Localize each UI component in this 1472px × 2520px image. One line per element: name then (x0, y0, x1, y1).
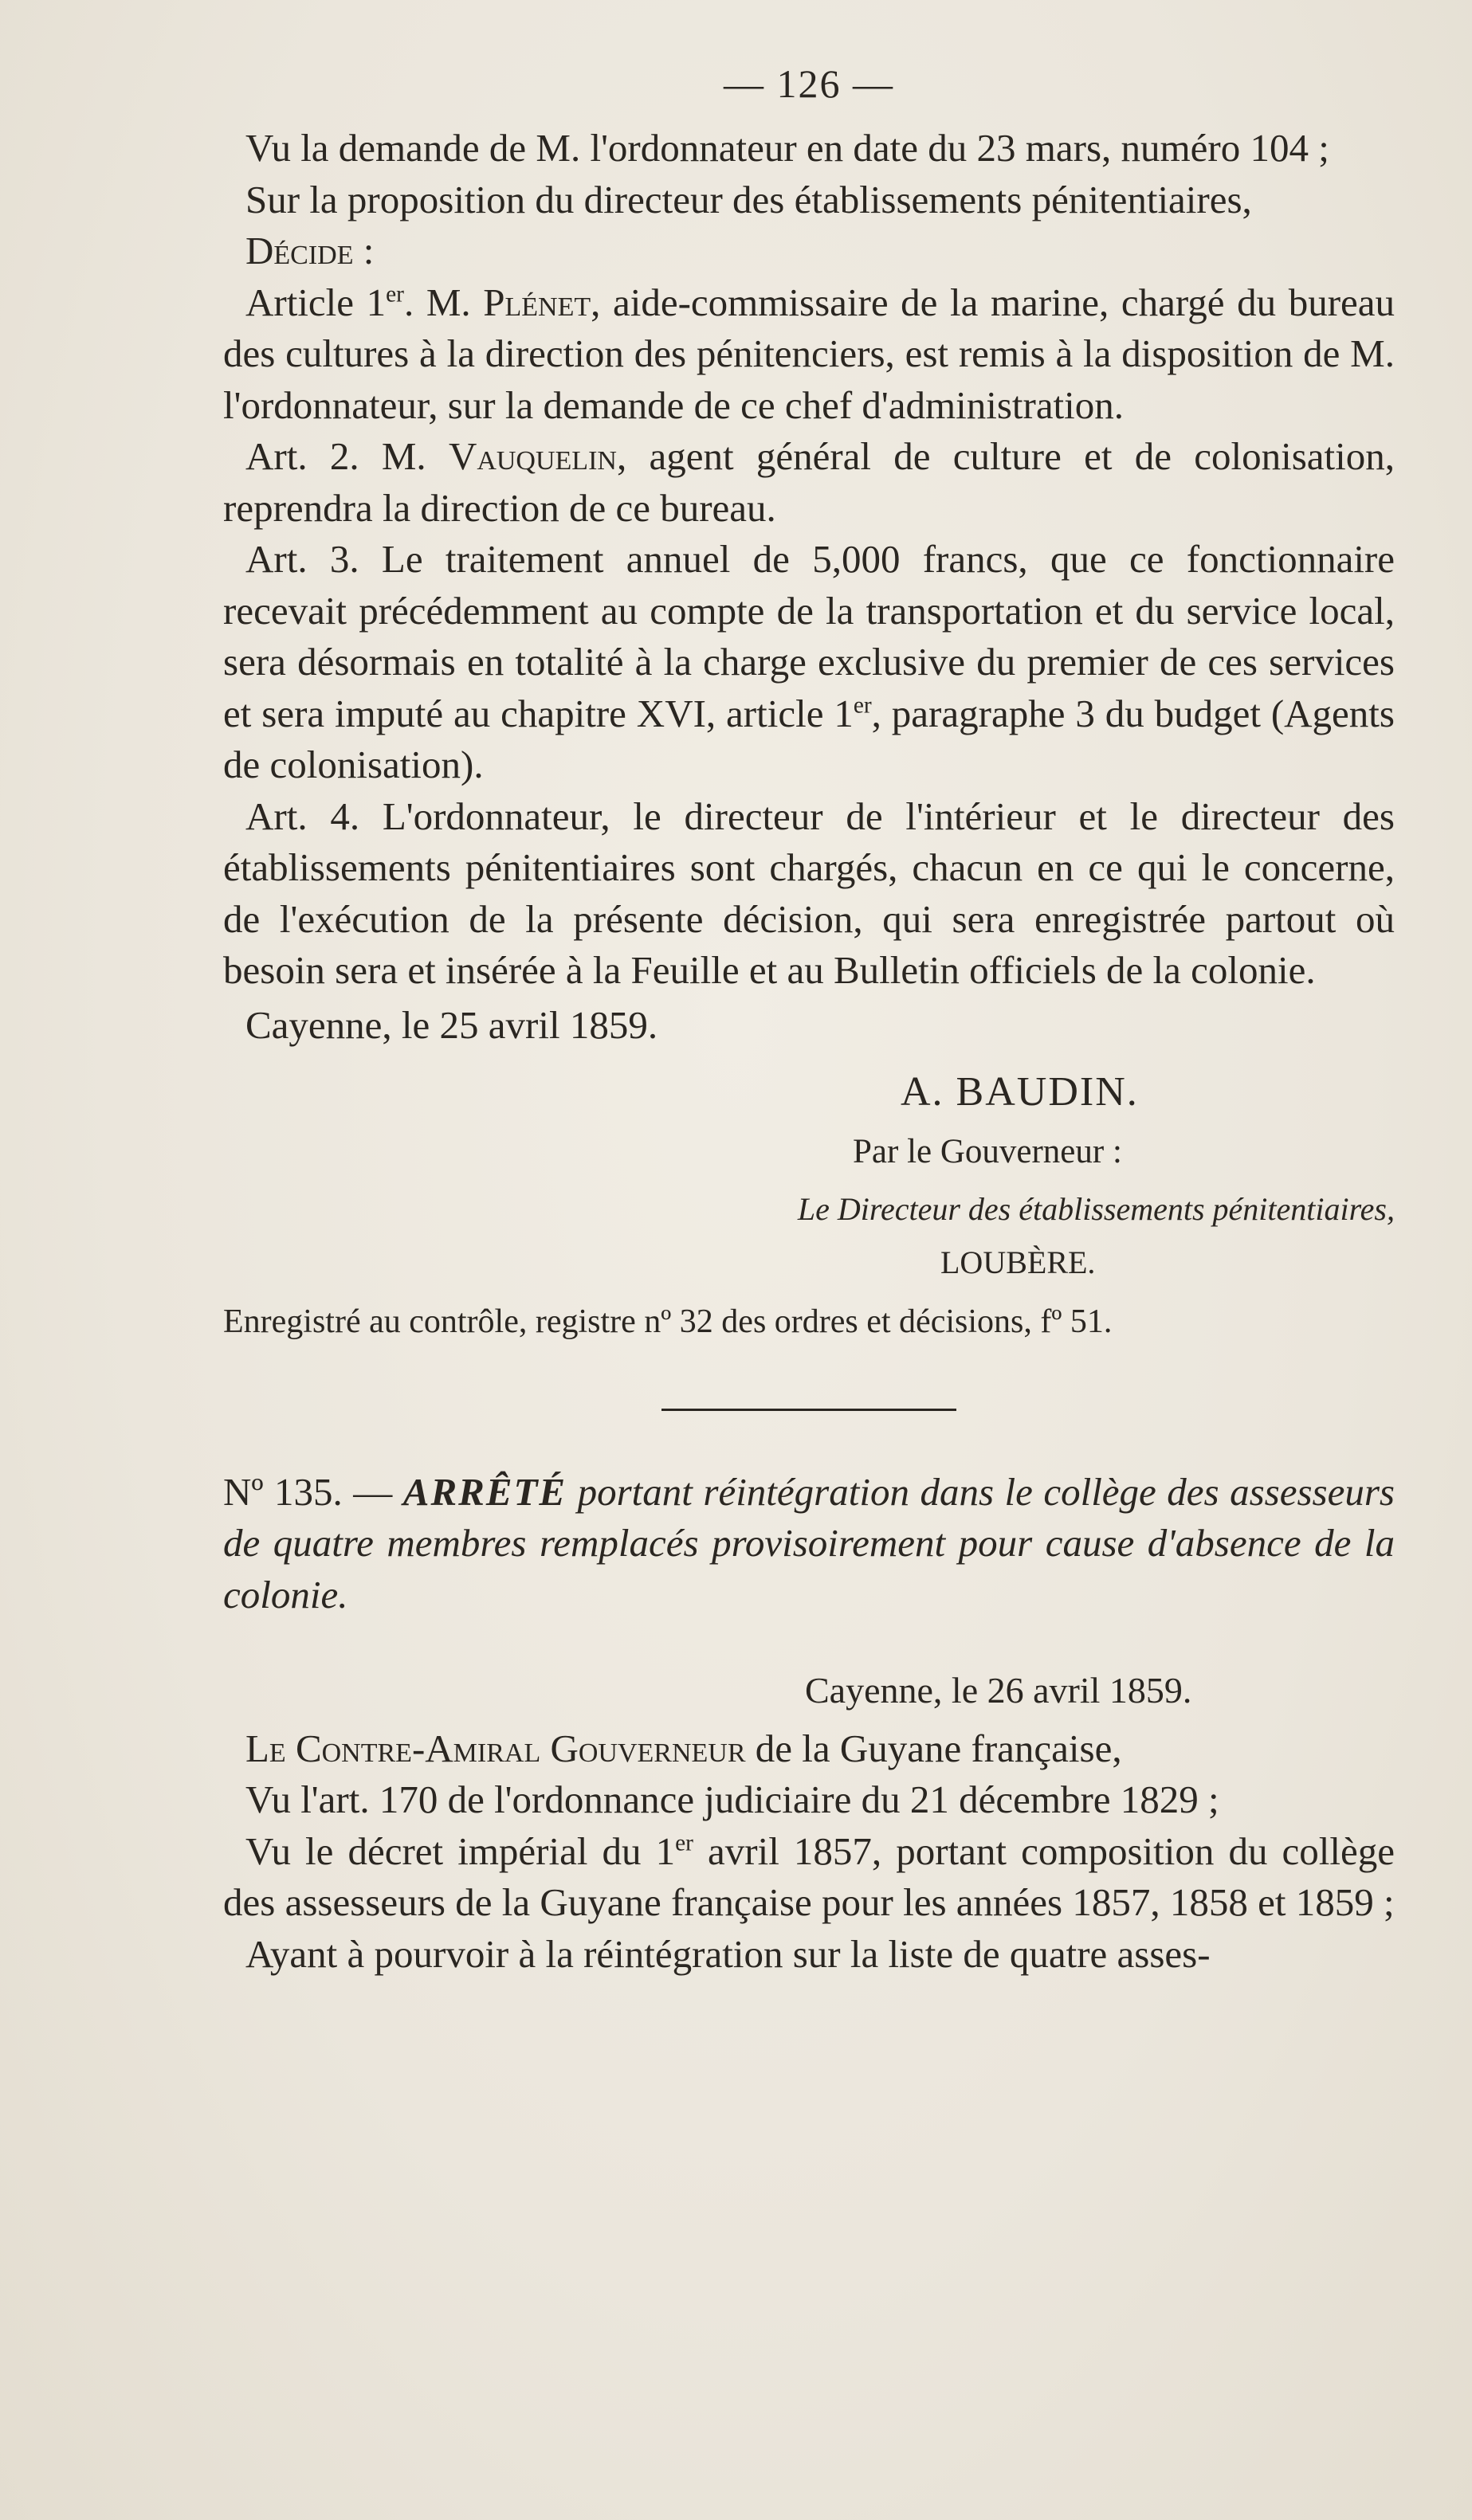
governor-title: Le Contre-Amiral Gouverneur (245, 1726, 746, 1770)
article-2-name: Vauquelin (448, 434, 617, 478)
article-3-text-end: , paragraphe 3 du budget (Agents de colonisation). (223, 691, 1395, 786)
arrete-number: Nº 135. — (223, 1469, 403, 1514)
arrete-keyword: ARRÊTÉ (402, 1469, 567, 1514)
article-3-sup: er (853, 692, 872, 719)
paragraph-proposition: Sur la proposition du directeur des établissements pénitentiaires, (245, 177, 1252, 221)
arrete-title-text: portant réintégration dans le collège des assesseurs de quatre membres remplacés provisoirement pour cause d'absence de la colonie. (223, 1469, 1395, 1617)
governor-line (223, 1723, 1395, 1775)
article-1-text: , aide-commissaire de la marine, chargé du bureau des cultures à la direction des pénitenciers, est remis à la disposition de M. l'ordonnateur, sur la demande de ce chef d'administration. (223, 280, 1395, 427)
decide-heading: Décide : (245, 229, 375, 272)
vu-decret-sup: er (675, 1830, 693, 1856)
article-2 (223, 431, 1395, 534)
article-1-label: Article 1 (245, 280, 387, 324)
article-2-label: Art. 2. M. (245, 434, 449, 478)
arrete-date: Cayenne, le 26 avril 1859. (805, 1670, 1192, 1711)
article-1-mid: . M. (403, 280, 484, 324)
article-3 (223, 534, 1395, 791)
signature-signer: LOUBÈRE. (940, 1244, 1096, 1280)
article-2-text: , agent général de culture et de colonisation, reprendra la direction de ce bureau. (223, 434, 1395, 530)
vu-decret-text-end: avril 1857, portant composition du collège des assesseurs de la Guyane française pour les années 1857, 1858 et 1859 ; (223, 1828, 1395, 1924)
page-number: — 126 — (724, 61, 894, 106)
section-divider (661, 1409, 956, 1411)
arrete-title (223, 1467, 1395, 1621)
paragraph-ayant: Ayant à pourvoir à la réintégration sur la liste de quatre asses- (245, 1931, 1211, 1976)
governor-title-rest: de la Guyane française, (745, 1726, 1122, 1770)
article-1-sup: er (386, 281, 404, 308)
signature-name: A. BAUDIN. (901, 1069, 1139, 1115)
paragraph-vu-decret (223, 1826, 1395, 1929)
decision-city-date: Cayenne, le 25 avril 1859. (245, 1002, 658, 1047)
vu-decret-text: Vu le décret impérial du 1 (245, 1828, 676, 1873)
article-1-name: Plénet (483, 280, 591, 324)
paragraph-vu-ordonnance: Vu l'art. 170 de l'ordonnance judiciaire du 21 décembre 1829 ; (245, 1777, 1219, 1821)
article-1 (223, 277, 1395, 432)
registration-note: Enregistré au contrôle, registre nº 32 des ordres et décisions, fº 51. (223, 1303, 1113, 1340)
signature-role: Le Directeur des établissements pénitentiaires, (797, 1191, 1395, 1227)
signature-par-le-gouverneur: Par le Gouverneur : (853, 1132, 1122, 1170)
article-3-text: Art. 3. Le traitement annuel de 5,000 francs, que ce fonctionnaire recevait précédemment au compte de la transportation et du service local, sera désormais en totalité à la charge exclusive du premier de ces services et sera imputé au chapitre XVI, article 1 (223, 537, 1395, 735)
text-column (223, 56, 1395, 1980)
paragraph-vu-demande: Vu la demande de M. l'ordonnateur en date du 23 mars, numéro 104 ; (245, 126, 1329, 170)
article-4: Art. 4. L'ordonnateur, le directeur de l'intérieur et le directeur des établissements pénitentiaires sont chargés, chacun en ce qui le concerne, de l'exécution de la présente décision, qui sera enregistrée partout où besoin sera et insérée à la Feuille et au Bulletin officiels de la colonie. (223, 794, 1395, 992)
